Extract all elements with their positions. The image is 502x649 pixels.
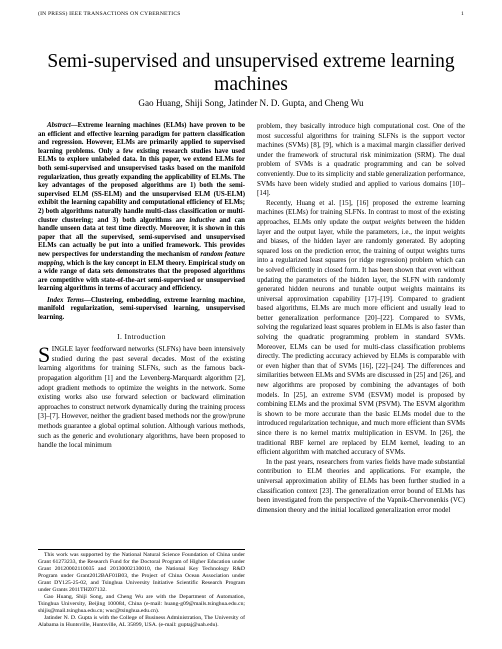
intro-paragraph <box>38 342 245 451</box>
index-terms-text: —Clustering, embedding, extreme learning machine, manifold regularization, semi-supervised learning, unsupervised learning. <box>38 296 245 322</box>
abstract-text-b: and can handle unseen data at test time directly. Moreover, it is shown in this paper that all the supervised, semi-supervised and unsupervised ELMs can actually be put into a unified framework. This provides new perspectives for understanding the mechanism of <box>38 216 245 258</box>
left-column <box>38 122 245 451</box>
section-heading-introduction: I. Introduction <box>117 331 166 341</box>
abstract-text-a: Extreme learning machines (ELMs) have proven to be an efficient and effective learning paradigm for pattern classification and regression. However, ELMs are primarily applied to supervised learning problems. Only a few existing research studies have used ELMs to explore unlabeled data. In this paper, we extend ELMs for both semi-supervised and unsupervised tasks based on the manifold regularization, thus greatly expanding the applicability of ELMs. The key advantages of the proposed algorithms are 1) both the semi-supervised ELM (SS-ELM) and the unsupervised ELM (US-ELM) exhibit the learning capability and computational efficiency of ELMs; 2) both algorithms naturally handle multi-class classification or multi-cluster clustering; and 3) both algorithms are <box>38 122 245 224</box>
footnote-funding: This work was supported by the National Natural Science Foundation of China under Grant 61273233, the Research Fund for the Doctoral Program of Higher Education under Grant 20120002110035 and 20130002130010, the National Key Technology R&D Program under Grant2012BAF01B03, the Project of China Ocean Association under Grant DY125-25-02, and Tsinghua University Initiative Scientific Research Program under Grants 2011THZ07132. <box>38 552 245 594</box>
page-number: 1 <box>461 11 464 17</box>
body-paragraph-2-a: Recently, Huang et al. [15], [16] proposed the extreme learning machines (ELMs) for training SLFNs. In contrast to most of the existing approaches, ELMs only update the <box>257 198 465 226</box>
intro-text: layer feedforward networks (SLFNs) have been intensively studied during the past several decades. Most of the existing learning algorithms for training SLFNs, such as the famous back-propagation algorithm [1] and the Levenberg-Marquardt algorithm [2], adopt gradient methods to optimize the weights in the network. Some existing works also use forward selection or backward elimination approaches to construct network dynamically during the training process [3]–[7]. However, neither the gradient based methods nor the grow/prune methods guarantee a global optimal solution. Although various methods, such as the generic and evolutionary algorithms, have been proposed to handle the local minimum <box>38 345 245 450</box>
abstract-emph-inductive: inductive <box>189 216 216 224</box>
drop-cap: S <box>38 342 51 368</box>
right-column <box>257 122 465 515</box>
footnotes <box>38 549 245 630</box>
abstract-emph-random-feature: random feature mapping <box>38 250 245 267</box>
abstract-label: Abstract— <box>47 122 78 129</box>
body-paragraph-1: problem, they basically introduce high computational cost. One of the most successful algorithms for training SLFNs is the support vector machines (SVMs) [8], [9], which is a maximal margin classifier derived under the framework of structural risk minimization (SRM). The dual problem of SVMs is a quadratic programming and can be solved conveniently. Due to its simplicity and stable generalization performance, SVMs have been widely studied and applied to various domains [10]–[14]. <box>257 122 465 198</box>
paper-title: Semi-supervised and unsupervised extreme learning machines <box>47 51 455 95</box>
body-emph-output-weights: output weights <box>362 217 405 226</box>
journal-name: (IN PRESS) IEEE TRANSACTIONS ON CYBERNETICS <box>38 11 181 17</box>
abstract <box>38 122 245 294</box>
footnote-affiliation-1: Gao Huang, Shiji Song, and Cheng Wu are with the Department of Automation, Tsinghua University, Beijing 100084, China (e-mail: huang-g09@mails.tsinghua.edu.cn; shijis@mail.tsinghua.edu.cn; wuc@tsinghua.edu.cn). <box>38 594 245 615</box>
body-paragraph-2 <box>257 199 465 458</box>
body-paragraph-3: In the past years, researchers from varies fields have made substantial contribution to ELM theories and applications. For example, the universal approximation ability of ELMs has been further studied in a classification context [23]. The generalization error bound of ELMs has been investigated from the perspective of the Vapnik-Chervonenkis (VC) dimension theory and the initial localized generalization error model <box>257 457 465 514</box>
index-terms-label: Index Terms <box>47 296 84 304</box>
body-paragraph-2-b: between the hidden layer and the output layer, while the parameters, i.e., the input weights and biases, of the hidden layer are randomly generated. By adopting squared loss on the prediction error, the training of output weights turns into a regularized least squares (or ridge regression) problem which can be solved efficiently in closed form. It has been shown that even without updating the parameters of the hidden layer, the SLFN with randomly generated hidden neurons and tunable output weights maintains its universal approximation capability [17]–[19]. Compared to gradient based algorithms, ELMs are much more efficient and usually lead to better generalization performance [20]–[22]. Compared to SVMs, solving the regularized least squares problem in ELMs is also faster than solving the quadratic programming problem in standard SVMs. Moreover, ELMs can be used for multi-class classification problems directly. The predicting accuracy achieved by ELMs is comparable with or even higher than that of SVMs [16], [22]–[24]. The differences and similarities between ELMs and SVMs are discussed in [25] and [26], and new algorithms are proposed by combining the advantages of both models. In [25], an extreme SVM (ESVM) model is proposed by combining ELMs and the proximal SVM (PSVM). The ESVM algorithm is shown to be more accurate than the basic ELMs model due to the introduced regularization technique, and much more efficient than SVMs since there is no kernel matrix multiplication in ESVM. In [26], the traditional RBF kernel are replaced by ELM kernel, leading to an efficient algorithm with matched accuracy of SVMs. <box>257 217 465 457</box>
footnote-affiliation-2: Jatinder N. D. Gupta is with the College of Business Administration, The University of Alabama in Huntsville, Huntsville, AL 35899, USA. (e-mail: guptaj@uah.edu). <box>38 615 245 629</box>
intro-lead: INGLE <box>51 345 73 354</box>
index-terms <box>38 297 245 323</box>
running-header <box>38 11 464 21</box>
author-list: Gao Huang, Shiji Song, Jatinder N. D. Gupta, and Cheng Wu <box>138 98 364 108</box>
abstract-text-c: , which is the key concept in ELM theory. Empirical study on a wide range of data sets demonstrates that the proposed algorithms are competitive with state-of-the-art semi-supervised or unsupervised learning algorithms in terms of accuracy and efficiency. <box>38 259 245 293</box>
